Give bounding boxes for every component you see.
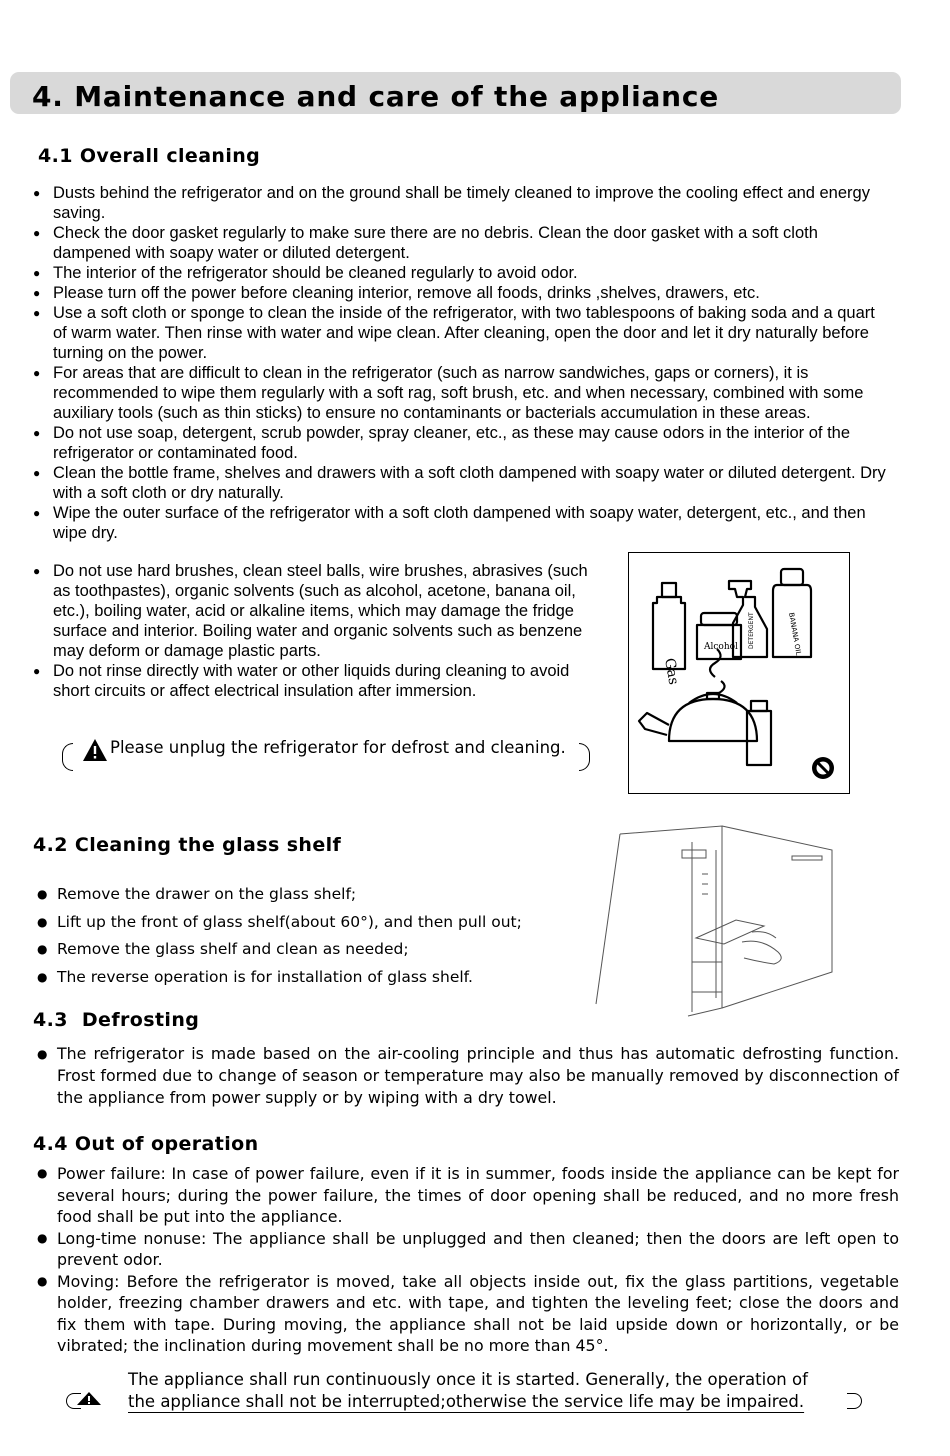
warning-line-2: the appliance shall not be interrupted;otherwise the service life may be impaired. bbox=[128, 1392, 805, 1411]
out-of-operation-list bbox=[37, 1163, 899, 1357]
overall-cleaning-list-narrow bbox=[33, 561, 593, 701]
section-title-bar bbox=[10, 72, 901, 114]
list-item: ● Moving: Before the refrigerator is moved, take all objects inside out, fix the glass partitions, vegetable holder, freezing chamber drawers and etc. with tape, and tighten the leveling feet; close the doors and fix them with tape. During moving, the appliance shall not be laid upside down or horizontally, or be vibrated; the inclination during movement shall be no more than 45°. bbox=[37, 1271, 899, 1357]
heading-text: Defrosting bbox=[81, 1009, 200, 1031]
list-item: ● For areas that are difficult to clean in the refrigerator (such as narrow sandwiches, gaps or corners), it is recommended to wipe them regularly with a soft rag, soft brush, etc. and when necessary, combined with some auxiliary tools (such as thin sticks) to ensure no contaminants or bacterials accumulation in these areas. bbox=[33, 363, 893, 423]
list-item: ● The interior of the refrigerator should be cleaned regularly to avoid odor. bbox=[33, 263, 893, 283]
bracket-right bbox=[847, 1393, 862, 1409]
warning-icon bbox=[76, 1392, 102, 1406]
page-title: 4. Maintenance and care of the appliance bbox=[32, 80, 720, 113]
overall-cleaning-list bbox=[33, 183, 893, 543]
svg-text:DETERGENT: DETERGENT bbox=[748, 612, 755, 649]
svg-text:Alcohol: Alcohol bbox=[704, 642, 738, 652]
heading-cleaning-glass-shelf bbox=[33, 834, 341, 856]
list-item: ● Use a soft cloth or sponge to clean the inside of the refrigerator, with two tablespoons of baking soda and a quart of warm water. Then rinse with water and wipe clean. After cleaning, open the door and let it dry naturally before turning on the power. bbox=[33, 303, 893, 363]
list-item: ● Power failure: In case of power failure, even if it is in summer, foods inside the appliance can be kept for several hours; during the power failure, the times of door opening shall be reduced, and no more fresh food shall be put into the appliance. bbox=[37, 1163, 899, 1228]
list-item: ● Clean the bottle frame, shelves and drawers with a soft cloth dampened with soapy water or diluted detergent. Dry with a soft cloth or dry naturally. bbox=[33, 463, 893, 503]
list-item: ● Do not rinse directly with water or other liquids during cleaning to avoid short circuits or affect electrical insulation after immersion. bbox=[33, 661, 593, 701]
bracket-right bbox=[579, 743, 590, 771]
list-item: ● Please turn off the power before cleaning interior, remove all foods, drinks ,shelves, drawers, etc. bbox=[33, 283, 893, 303]
heading-number: 4.3 bbox=[33, 1009, 68, 1031]
heading-defrosting bbox=[33, 1009, 199, 1031]
warning-text: Please unplug the refrigerator for defrost and cleaning. bbox=[110, 738, 566, 757]
warning-line-1: The appliance shall run continuously once it is started. Generally, the operation of bbox=[128, 1370, 808, 1389]
heading-overall-cleaning: 4.1 Overall cleaning bbox=[38, 145, 261, 167]
heading-text: Cleaning the glass shelf bbox=[74, 834, 342, 856]
list-item: ● The reverse operation is for installation of glass shelf. bbox=[37, 964, 597, 992]
list-item: ● The refrigerator is made based on the air-cooling principle and thus has automatic defrosting function. Frost formed due to change of season or temperature may also be manually removed by disconnection of the appliance from power supply or by wiping with a dry towel. bbox=[37, 1043, 899, 1109]
heading-number: 4.2 bbox=[33, 834, 68, 856]
list-item: ● Lift up the front of glass shelf(about 60°), and then pull out; bbox=[37, 909, 597, 937]
list-item: ● Dusts behind the refrigerator and on the ground shall be timely cleaned to improve the cooling effect and energy saving. bbox=[33, 183, 893, 223]
list-item: ● Wipe the outer surface of the refrigerator with a soft cloth dampened with soapy water, detergent, etc., and then wipe dry. bbox=[33, 503, 893, 543]
unplug-warning bbox=[62, 735, 590, 769]
continuous-operation-warning bbox=[66, 1367, 862, 1415]
glass-shelf-illustration bbox=[592, 822, 838, 1018]
warning-icon bbox=[82, 738, 108, 762]
glass-shelf-list bbox=[37, 881, 597, 991]
list-item: ● Remove the drawer on the glass shelf; bbox=[37, 881, 597, 909]
list-item: ● Long-time nonuse: The appliance shall be unplugged and then cleaned; then the doors are left open to prevent odor. bbox=[37, 1228, 899, 1271]
heading-text: Out of operation bbox=[74, 1133, 259, 1155]
list-item: ● Remove the glass shelf and clean as needed; bbox=[37, 936, 597, 964]
bracket-left bbox=[62, 743, 73, 771]
list-item: ● Check the door gasket regularly to make sure there are no debris. Clean the door gasket with a soft cloth dampened with soapy water or diluted detergent. bbox=[33, 223, 893, 263]
svg-text:Gas: Gas bbox=[661, 656, 682, 687]
list-item: ● Do not use soap, detergent, scrub powder, spray cleaner, etc., as these may cause odors in the interior of the refrigerator or contaminated food. bbox=[33, 423, 893, 463]
defrosting-list bbox=[37, 1043, 899, 1109]
chemical-bottles-icon bbox=[629, 553, 849, 793]
cleaning-agents-illustration bbox=[628, 552, 850, 794]
refrigerator-icon bbox=[592, 822, 838, 1018]
list-item: ● Do not use hard brushes, clean steel balls, wire brushes, abrasives (such as toothpastes), organic solvents (such as alcohol, acetone, banana oil, etc.), boiling water, acid or alkaline items, which may damage the fridge surface and interior. Boiling water and organic solvents such as benzene may deform or damage plastic parts. bbox=[33, 561, 593, 661]
warning-text bbox=[128, 1369, 808, 1413]
heading-number: 4.4 bbox=[33, 1133, 68, 1155]
svg-text:BANANA OIL: BANANA OIL bbox=[787, 611, 803, 657]
heading-out-of-operation bbox=[33, 1133, 259, 1155]
